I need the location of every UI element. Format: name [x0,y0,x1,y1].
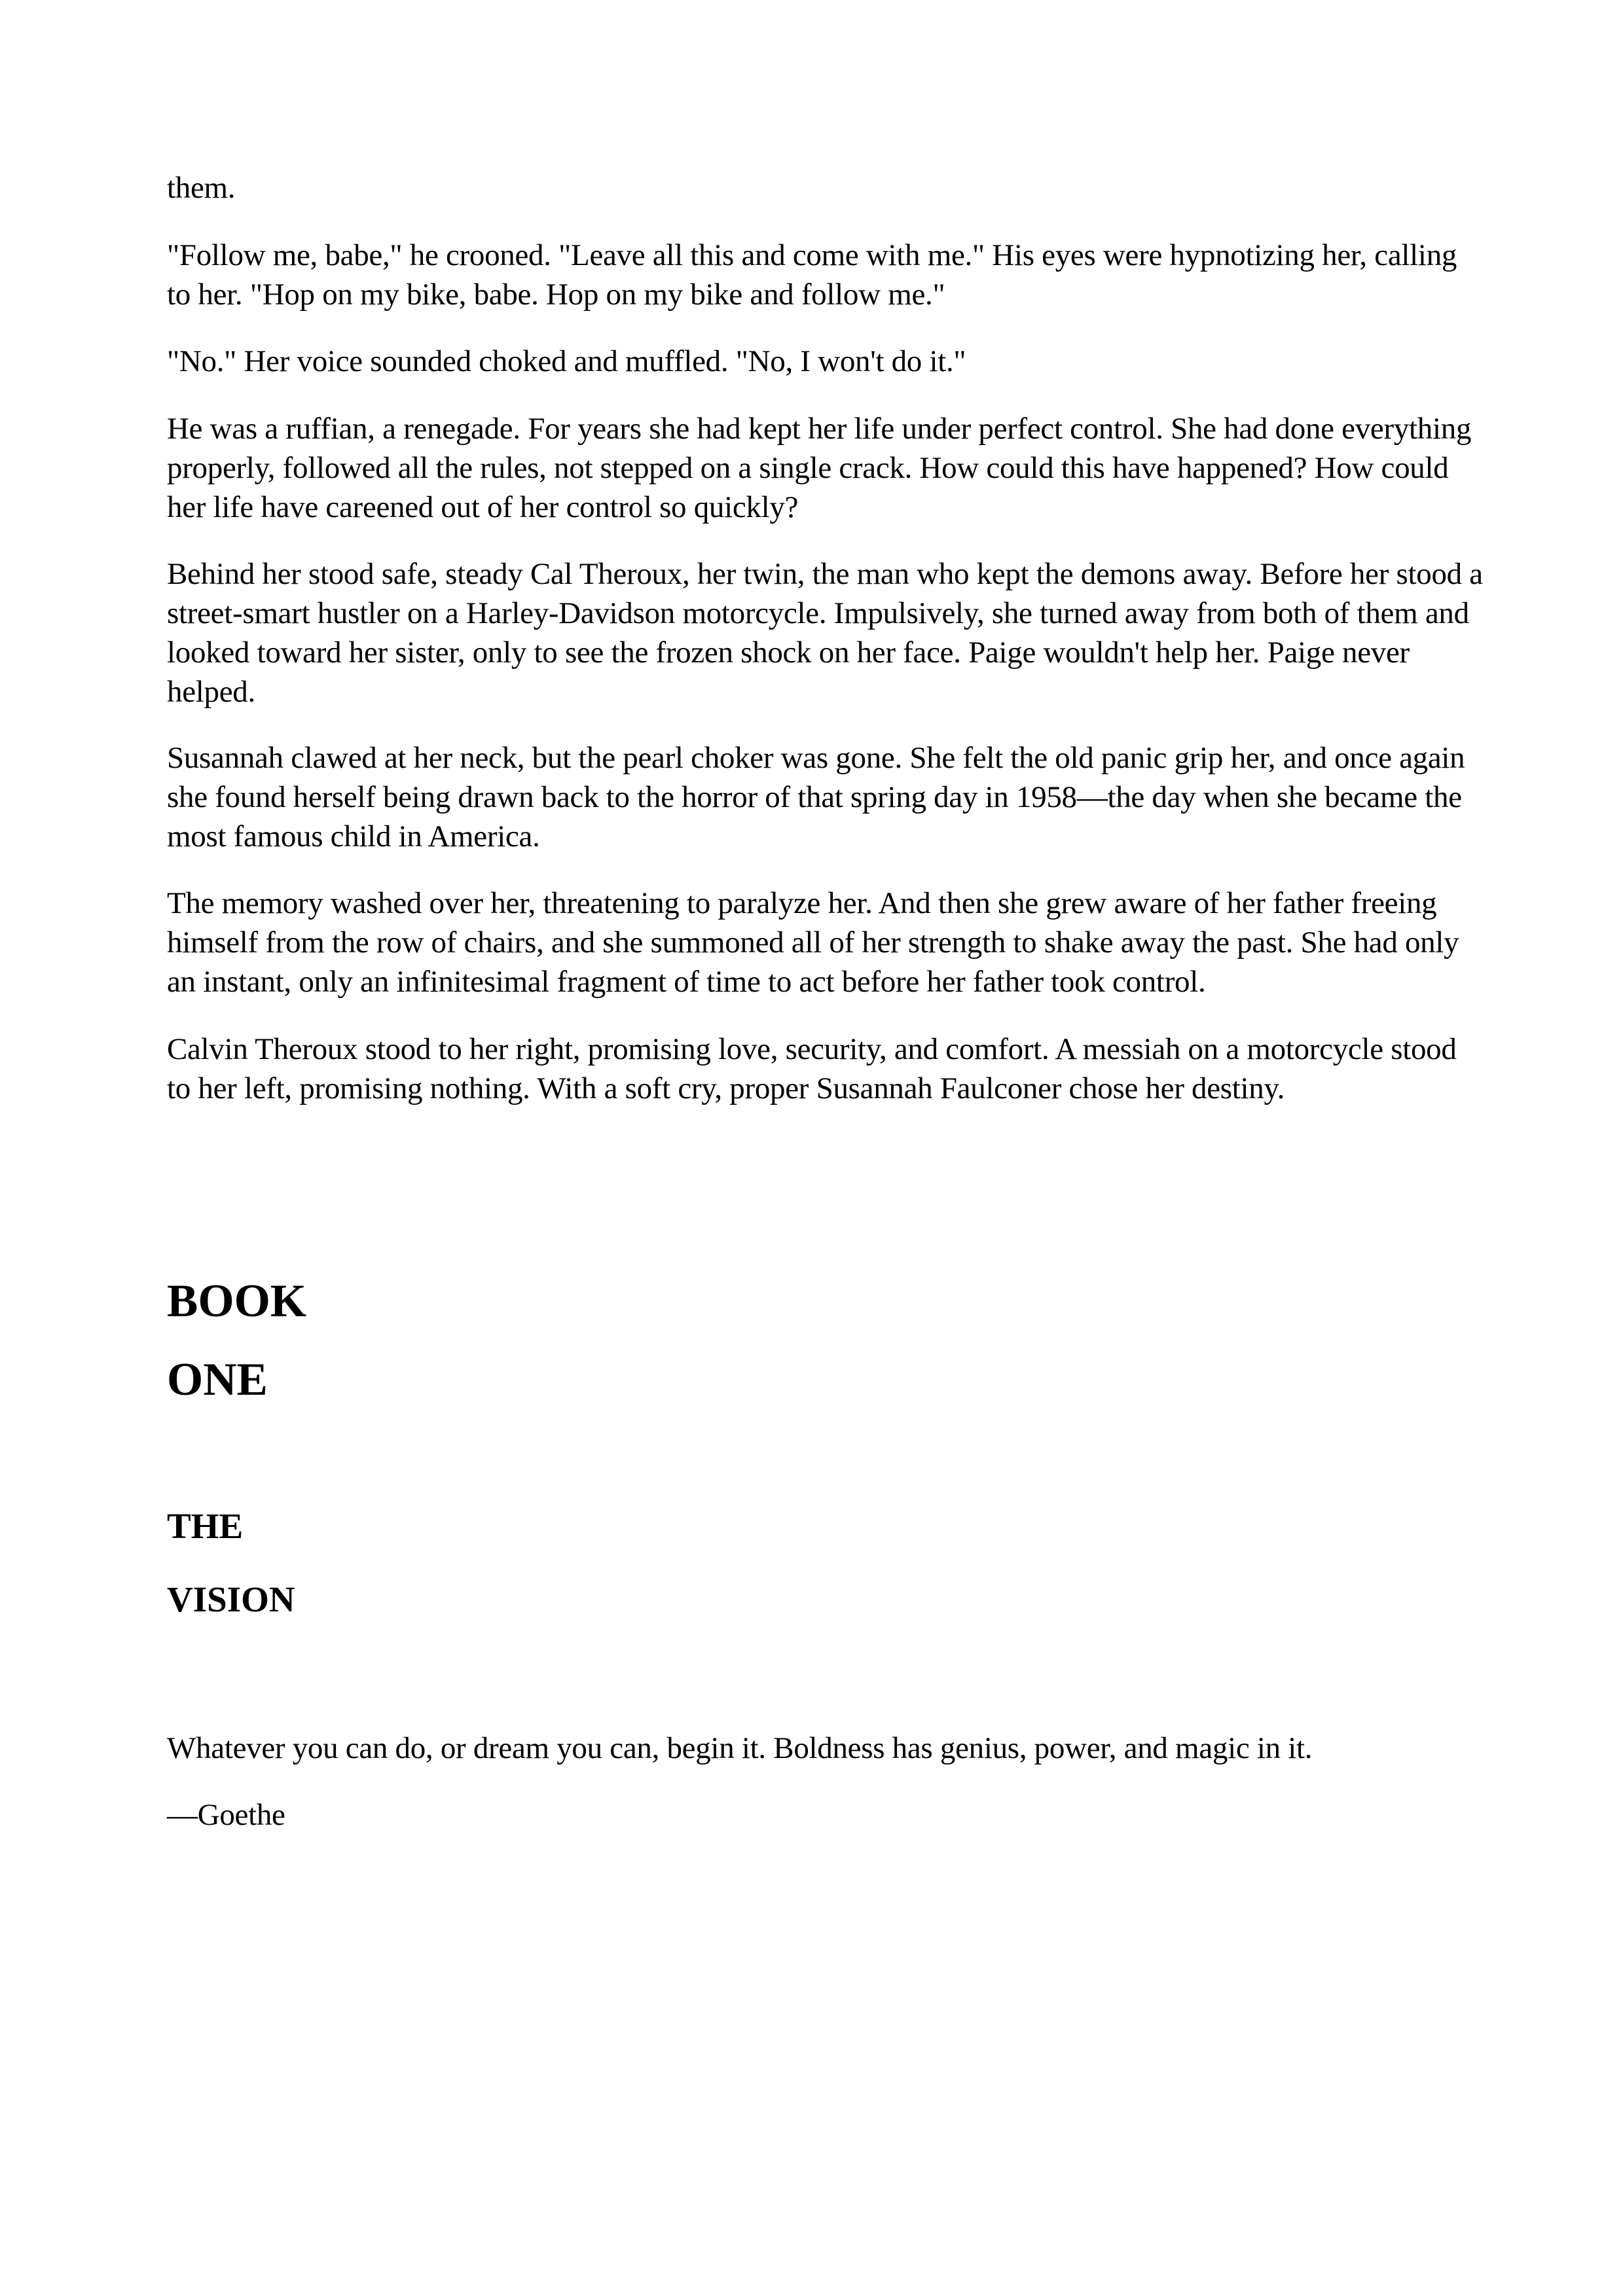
paragraph-continuation: them. [167,171,236,205]
book-heading-line2: ONE [167,1354,268,1405]
book-heading-line1: BOOK [167,1276,307,1327]
epigraph-quote: Whatever you can do, or dream you can, begin it. Boldness has genius, power, and magic in it. [167,1731,1313,1765]
paragraph-refusal: "No." Her voice sounded choked and muffled. "No, I won't do it." [167,344,966,378]
part-heading-line2: VISION [167,1579,295,1619]
paragraph-destiny: Calvin Theroux stood to her right, promising love, security, and comfort. A messiah on a motorcycle stood to her left, promising nothing. With a soft cry, proper Susannah Faulconer chose her destiny. [167,1032,1457,1105]
paragraph-cal-theroux: Behind her stood safe, steady Cal Theroux, her twin, the man who kept the demons away. Before her stood a street-smart hustler on a Harley-Davidson motorcycle. Impulsively, she turned away from both of them and looked toward her sister, only to see the frozen shock on her face. Paige wouldn't help her. Paige never helped. [167,557,1483,709]
paragraph-pearl-choker: Susannah clawed at her neck, but the pearl choker was gone. She felt the old panic grip her, and once again she found herself being drawn back to the horror of that spring day in 1958—the day when she became the most famous child in America. [167,741,1465,853]
part-heading-line1: THE [167,1506,244,1546]
paragraph-follow-me: "Follow me, babe," he crooned. "Leave all this and come with me." His eyes were hypnotizing her, calling to her. "Hop on my bike, babe. Hop on my bike and follow me." [167,238,1457,312]
epigraph-attribution: —Goethe [167,1798,285,1832]
paragraph-memory: The memory washed over her, threatening to paralyze her. And then she grew aware of her father freeing himself from the row of chairs, and she summoned all of her strength to shake away the past. She had only an instant, only an infinitesimal fragment of time to act before her father took control. [167,886,1459,999]
paragraph-ruffian: He was a ruffian, a renegade. For years she had kept her life under perfect control. She had done everything properly, followed all the rules, not stepped on a single crack. How could this have happened? How could her life have careened out of her control so quickly? [167,412,1472,524]
